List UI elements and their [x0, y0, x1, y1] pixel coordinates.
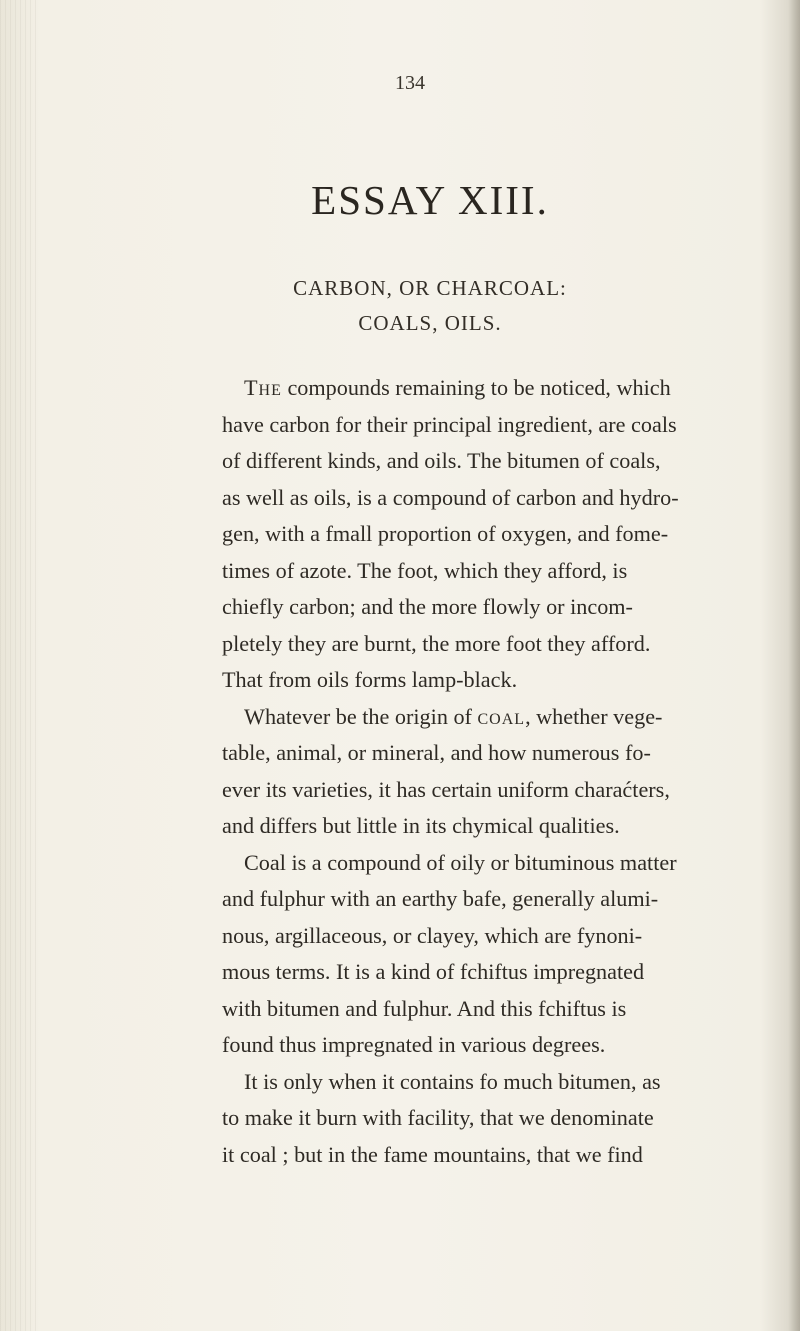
text-line: [222, 918, 762, 955]
page-edge: [788, 0, 800, 1331]
line-text: It is only when it contains fo much bitumen, as: [244, 1068, 661, 1094]
text-line: [222, 516, 762, 553]
line-text: gen, with a fmall proportion of oxygen, and fome-: [222, 521, 669, 546]
text-line: [222, 881, 762, 918]
line-text: found thus impregnated in various degrees.: [222, 1032, 606, 1057]
text-line: [222, 735, 762, 772]
text-line: [222, 662, 762, 699]
line-text: , whether vege-: [525, 703, 663, 729]
text-line: [222, 443, 762, 480]
essay-title: ESSAY XIII.: [311, 177, 549, 223]
line-text: of different kinds, and oils. The bitumen of coals,: [222, 448, 661, 473]
text-line: [222, 626, 762, 663]
text-line: [222, 954, 762, 991]
line-text: to make it burn with facility, that we denominate: [222, 1105, 654, 1130]
page-number: 134: [395, 72, 425, 94]
line-text: and fulphur with an earthy bafe, generally alumi-: [222, 886, 659, 911]
line-text: with bitumen and fulphur. And this fchiftus is: [222, 995, 627, 1021]
line-text: times of azote. The foot, which they afford, is: [222, 557, 628, 583]
line-lead: Whatever be the origin of: [244, 703, 478, 729]
essay-subtitle-line-1: CARBON, OR CHARCOAL:: [293, 276, 567, 300]
line-text: nous, argillaceous, or clayey, which are fynoni-: [222, 922, 643, 948]
text-line: [222, 1100, 762, 1137]
text-line: [222, 1027, 762, 1064]
line-text: ever its varieties, it has certain uniform charaćters,: [222, 776, 670, 802]
text-line: [222, 845, 762, 882]
text-line: [222, 772, 762, 809]
line-text: it coal ; but in the fame mountains, that we find: [222, 1141, 643, 1167]
text-line: [222, 589, 762, 626]
line-text: That from oils forms lamp-black.: [222, 667, 518, 692]
body-text: [222, 370, 762, 1173]
line-text: as well as oils, is a compound of carbon and hydro-: [222, 484, 679, 510]
text-line: [222, 1137, 762, 1174]
line-text: compounds remaining to be noticed, which: [281, 375, 671, 400]
essay-subtitle-line-2: COALS, OILS.: [358, 311, 502, 335]
line-text: have carbon for their principal ingredient, are coals: [222, 411, 677, 437]
line-text: chiefly carbon; and the more flowly or incom-: [222, 594, 633, 619]
text-line: [222, 370, 762, 407]
text-line: [222, 808, 762, 845]
text-line: [222, 991, 762, 1028]
text-line: [222, 699, 762, 736]
line-text: and differs but little in its chymical qualities.: [222, 813, 620, 838]
line-text: Coal is a compound of oily or bituminous matter: [244, 849, 677, 875]
text-line: [222, 480, 762, 517]
line-text: pletely they are burnt, the more foot they afford.: [222, 630, 651, 656]
line-text: mous terms. It is a kind of fchiftus impregnated: [222, 959, 645, 984]
line-text: table, animal, or mineral, and how numerous fo-: [222, 740, 651, 765]
text-line: [222, 407, 762, 444]
line-caps: coal: [477, 703, 526, 729]
text-line: [222, 553, 762, 590]
text-line: [222, 1064, 762, 1101]
page-gutter: [0, 0, 36, 1331]
line-lead: The: [244, 375, 282, 400]
